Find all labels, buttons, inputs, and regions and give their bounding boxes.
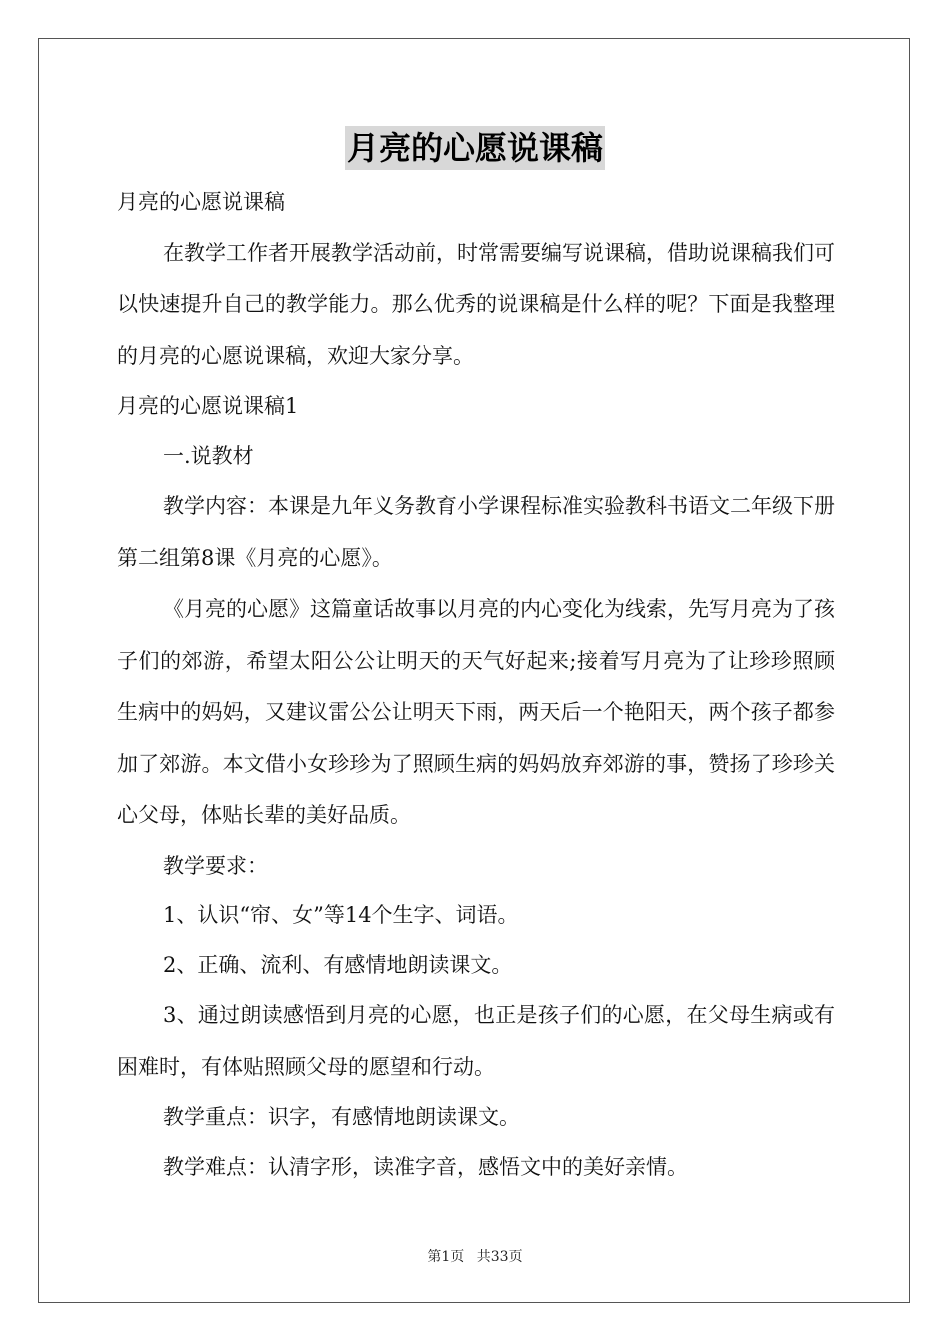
requirement-item-2: 2、正确、流利、有感情地朗读课文。 (163, 952, 513, 977)
requirements-label: 教学要求： (163, 853, 268, 878)
difficulty: 教学难点：认清字形，读准字音，感悟文中的美好亲情。 (163, 1154, 688, 1179)
page-footer (0, 1246, 950, 1266)
key-point: 教学重点：识字，有感情地朗读课文。 (163, 1105, 520, 1129)
title-wrap (0, 126, 950, 170)
part-heading: 一.说教材 (163, 443, 254, 468)
content-paragraph: 教学内容：本课是九年义务教育小学课程标准实验教科书语文二年级下册第二组第8课《月亮的心愿》。 (117, 494, 835, 570)
requirement-item-1: 1、认识“帘、女”等14个生字、词语。 (163, 903, 519, 927)
section-heading: 月亮的心愿说课稿1 (117, 394, 299, 418)
intro-paragraph: 在教学工作者开展教学活动前，时常需要编写说课稿，借助说课稿我们可以快速提升自己的教学能力。那么优秀的说课稿是什么样的呢？下面是我整理的月亮的心愿说课稿，欢迎大家分享。 (117, 240, 835, 368)
requirement-item-3: 3、通过朗读感悟到月亮的心愿，也正是孩子们的心愿，在父母生病或有困难时，有体贴照顾父母的愿望和行动。 (117, 1003, 835, 1079)
page-total: 共33页 (476, 1249, 523, 1265)
subtitle: 月亮的心愿说课稿 (117, 190, 285, 214)
page-number: 第1页 (427, 1249, 465, 1265)
document-title: 月亮的心愿说课稿 (345, 126, 605, 170)
document-body (117, 178, 835, 1192)
story-paragraph: 《月亮的心愿》这篇童话故事以月亮的内心变化为线索，先写月亮为了孩子们的郊游，希望太阳公公让明天的天气好起来;接着写月亮为了让珍珍照顾生病中的妈妈，又建议雷公公让明天下雨，两天后一个艳阳天，两个孩子都参加了郊游。本文借小女珍珍为了照顾生病的妈妈放弃郊游的事，赞扬了珍珍关心父母，体贴长辈的美好品质。 (117, 597, 835, 827)
